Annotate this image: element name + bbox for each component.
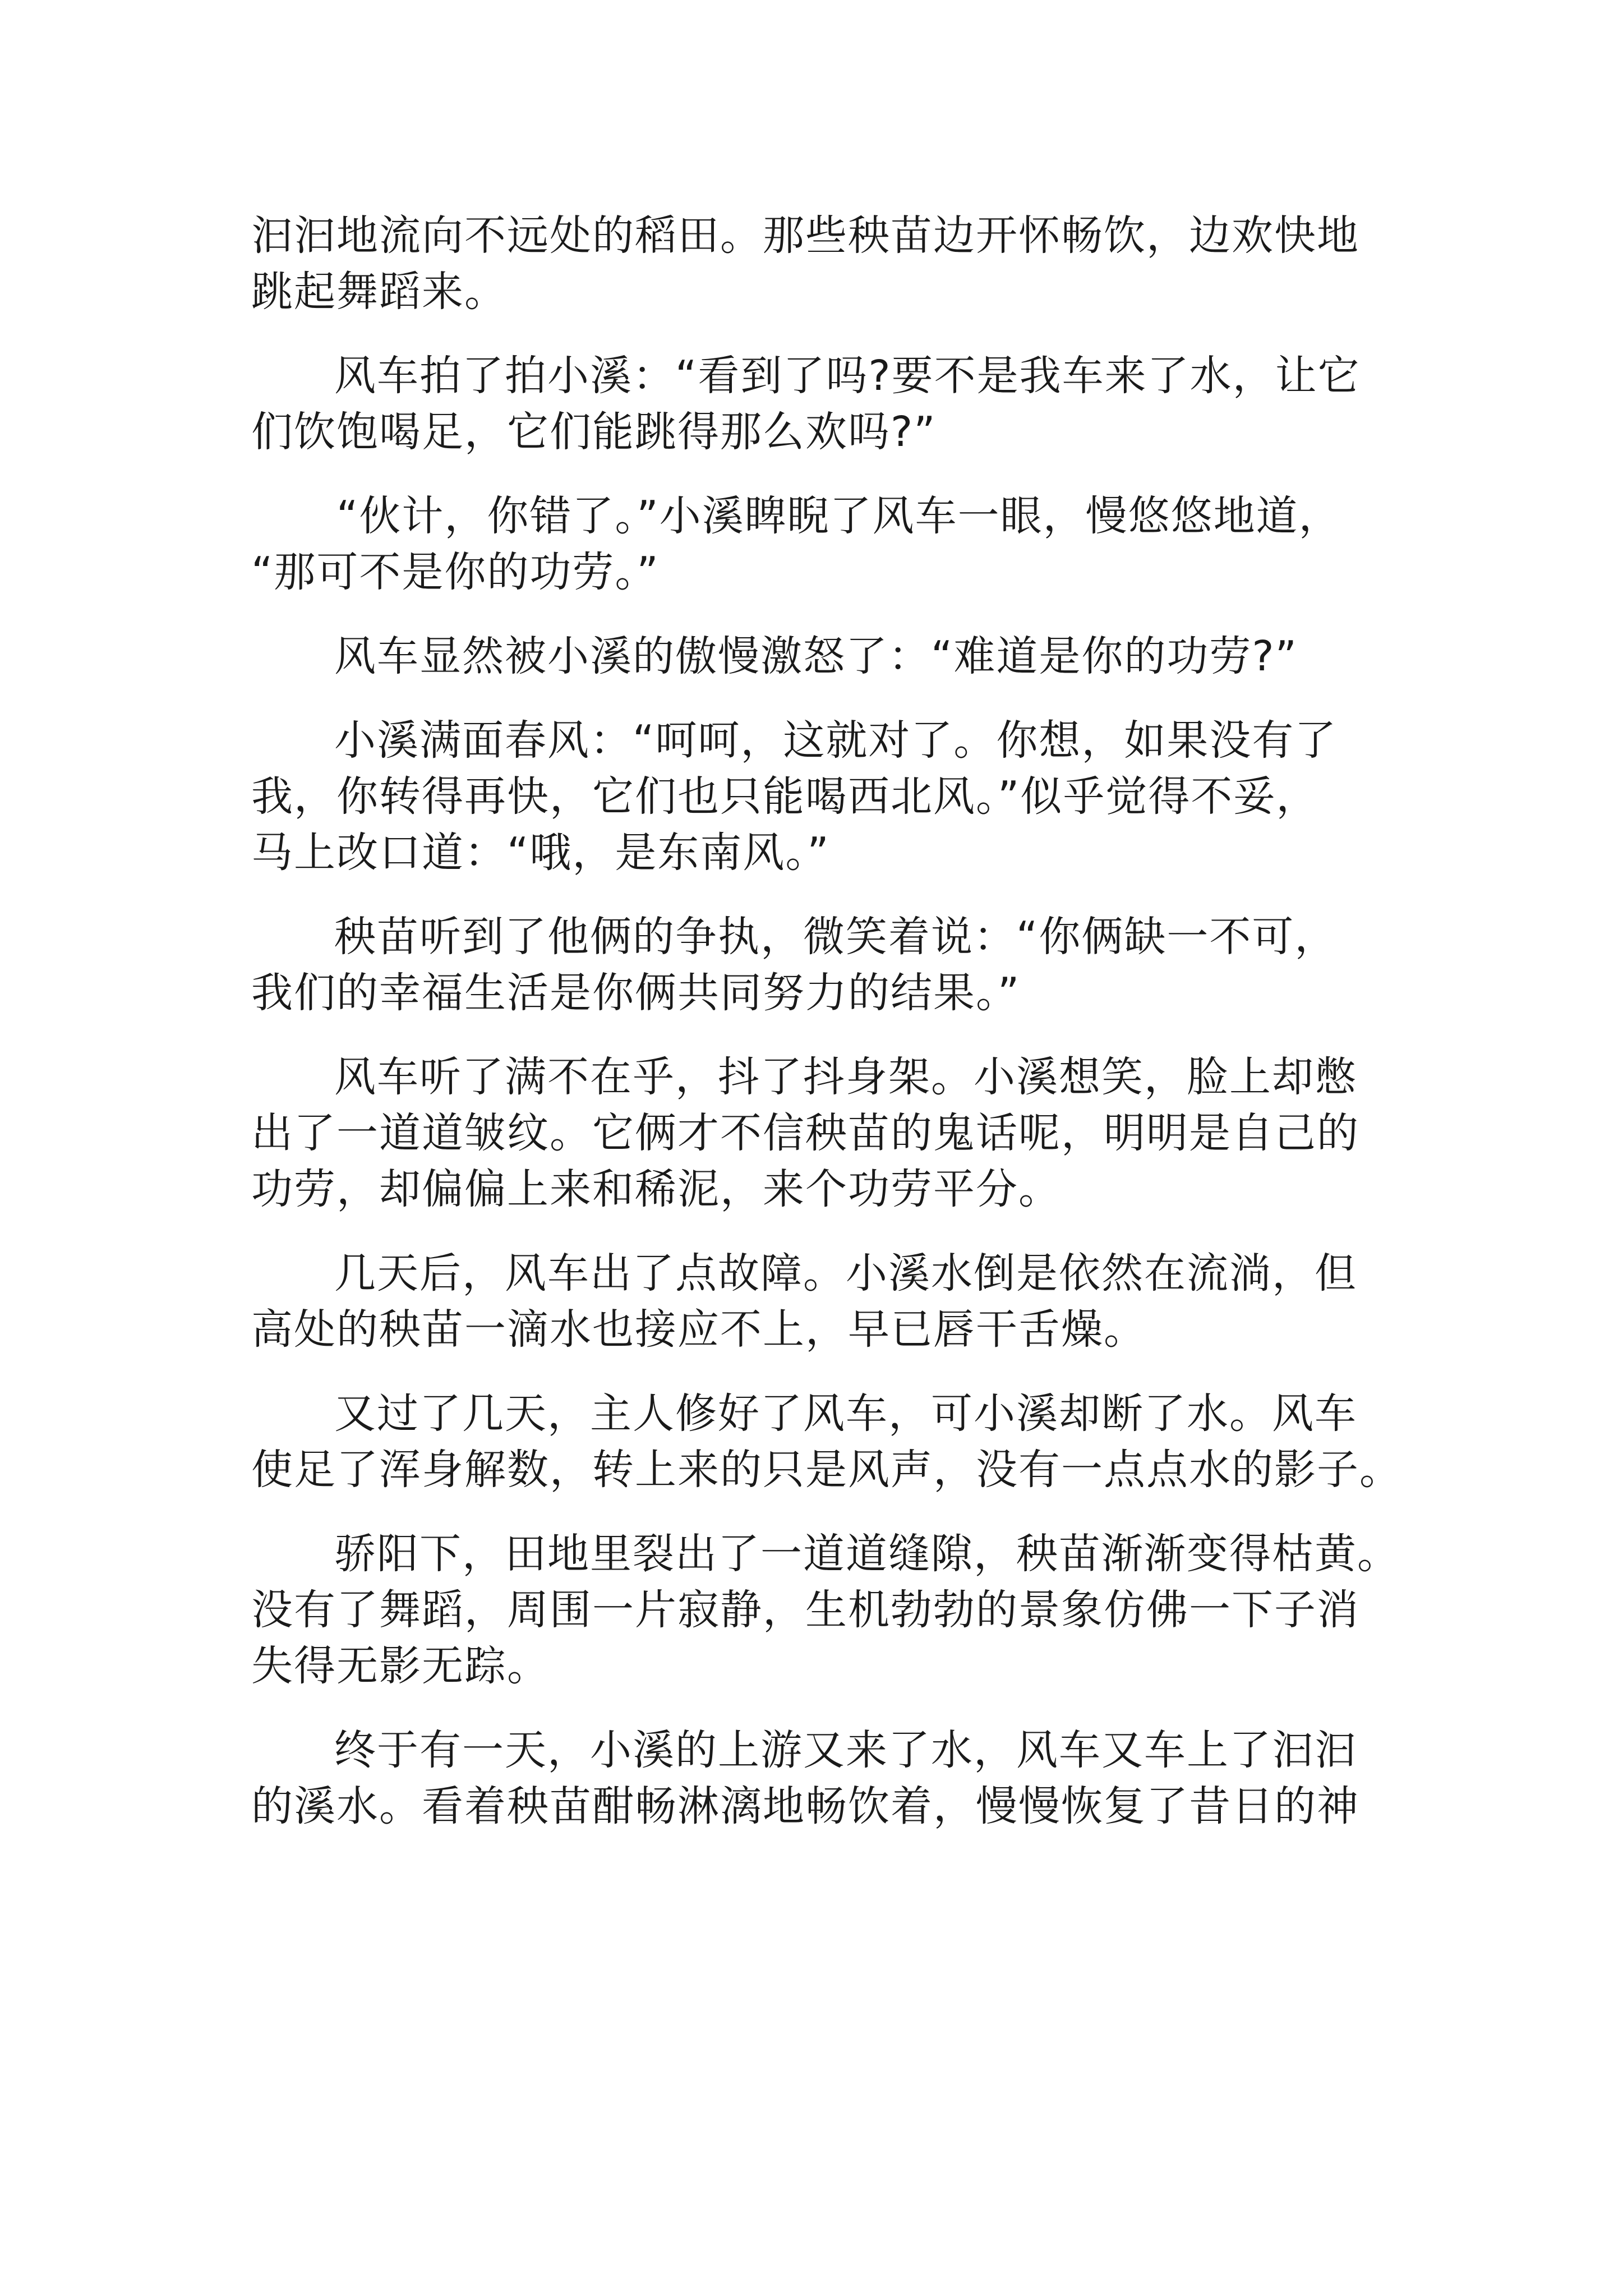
text-line: “伙计，你错了。”小溪睥睨了风车一眼，慢悠悠地道， <box>336 492 1341 540</box>
text-line: 出了一道道皱纹。它俩才不信秧苗的鬼话呢，明明是自己的 <box>251 1109 1359 1157</box>
text-line: 没有了舞蹈，周围一片寂静，生机勃勃的景象仿佛一下子消 <box>251 1586 1359 1634</box>
text-line: 使足了浑身解数，转上来的只是风声，没有一点点水的影子。 <box>251 1446 1402 1494</box>
text-line: 失得无影无踪。 <box>251 1642 550 1690</box>
text-line: 风车听了满不在乎，抖了抖身架。小溪想笑，脸上却憋 <box>334 1053 1357 1101</box>
text-line: 汩汩地流向不远处的稻田。那些秧苗边开怀畅饮，边欢快地 <box>251 211 1359 260</box>
text-line: 跳起舞蹈来。 <box>251 268 507 316</box>
text-line: 骄阳下，田地里裂出了一道道缝隙，秧苗渐渐变得枯黄。 <box>334 1530 1400 1578</box>
text-line: 高处的秧苗一滴水也接应不上，早已唇干舌燥。 <box>251 1305 1146 1354</box>
text-line: 功劳，却偏偏上来和稀泥，来个功劳平分。 <box>251 1165 1061 1213</box>
text-line: 我们的幸福生活是你俩共同努力的结果。” <box>251 969 1021 1017</box>
text-line: 又过了几天，主人修好了风车，可小溪却断了水。风车 <box>334 1389 1357 1438</box>
text-line: 我，你转得再快，它们也只能喝西北风。”似乎觉得不妥， <box>251 772 1319 821</box>
text-line: 秧苗听到了他俩的争执，微笑着说：“你俩缺一不可， <box>334 913 1338 961</box>
text-line: 风车拍了拍小溪：“看到了吗?要不是我车来了水，让它 <box>334 352 1361 400</box>
text-line: 终于有一天，小溪的上游又来了水，风车又车上了汩汩 <box>334 1726 1357 1774</box>
text-line: 马上改口道：“哦，是东南风。” <box>251 829 830 877</box>
text-line: 小溪满面春风：“呵呵，这就对了。你想，如果没有了 <box>334 716 1338 765</box>
text-line: 风车显然被小溪的傲慢激怒了：“难道是你的功劳?” <box>334 632 1298 680</box>
text-line: 几天后，风车出了点故障。小溪水倒是依然在流淌，但 <box>334 1249 1357 1297</box>
text-line: 们饮饱喝足，它们能跳得那么欢吗?” <box>251 408 937 456</box>
text-line: 的溪水。看着秧苗酣畅淋漓地畅饮着，慢慢恢复了昔日的神 <box>251 1782 1359 1830</box>
text-line: “那可不是你的功劳。” <box>251 548 660 596</box>
